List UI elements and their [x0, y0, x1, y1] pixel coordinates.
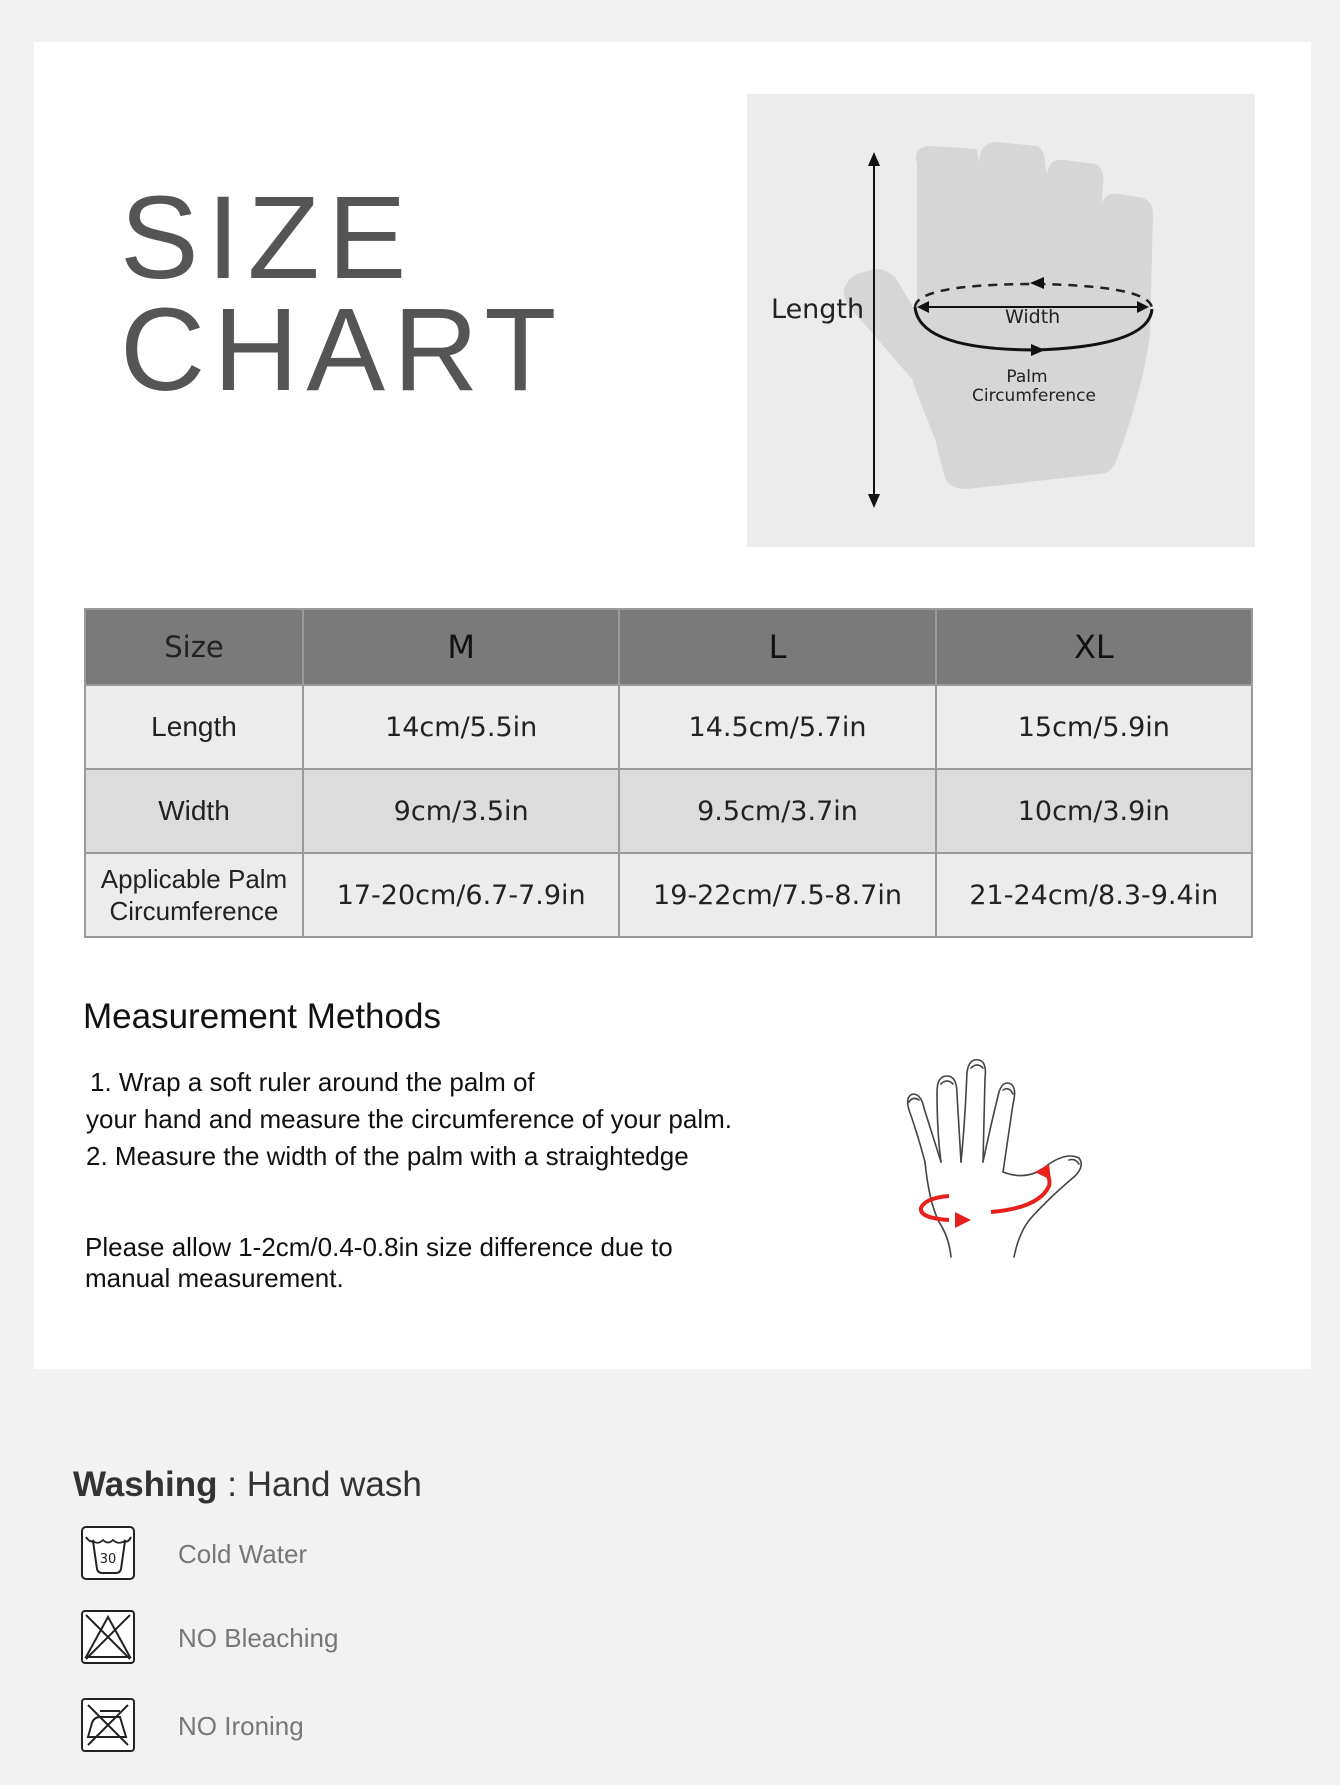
washing-separator: :: [227, 1465, 237, 1504]
red-arrow-left-icon: [955, 1212, 971, 1228]
glove-diagram: [747, 94, 1255, 547]
washing-value: Hand wash: [246, 1465, 422, 1504]
table-row: [85, 769, 1252, 853]
size-l-header-cell: L: [619, 609, 935, 685]
measurement-instructions: [86, 1064, 732, 1175]
no-iron-icon: [80, 1697, 136, 1753]
size-xl-header-cell: XL: [936, 609, 1252, 685]
red-arrow-right-icon: [1035, 1164, 1051, 1180]
row-label-line-2: Circumference: [109, 896, 279, 926]
title-line-1: SIZE: [120, 172, 415, 304]
length-arrow-bottom-icon: [868, 494, 880, 508]
size-chart-card: [34, 42, 1311, 1369]
table-cell: 10cm/3.9in: [936, 769, 1252, 853]
palm-label-line-2: Circumference: [972, 386, 1096, 406]
table-cell: 9cm/3.5in: [303, 769, 619, 853]
wash-item-no-ironing: [80, 1697, 480, 1757]
table-cell: 15cm/5.9in: [936, 685, 1252, 769]
table-row: [85, 685, 1252, 769]
wash-temp-text: 30: [99, 1552, 117, 1567]
measurement-note: Please allow 1-2cm/0.4-0.8in size difference due to manual measurement.: [85, 1232, 673, 1293]
table-row: [85, 853, 1252, 937]
instruction-line-2: your hand and measure the circumference of your palm.: [86, 1104, 733, 1134]
size-table: [84, 608, 1253, 938]
measurement-title: Measurement Methods: [83, 997, 441, 1036]
no-bleach-icon: [80, 1609, 136, 1665]
no-bleaching-label: NO Bleaching: [178, 1623, 339, 1653]
length-arrow-top-icon: [868, 152, 880, 166]
row-label-palm-circumference: [85, 853, 303, 937]
table-cell: 17-20cm/6.7-7.9in: [303, 853, 619, 937]
cold-water-label: Cold Water: [178, 1539, 308, 1569]
table-cell: 9.5cm/3.7in: [619, 769, 935, 853]
row-label-length: Length: [85, 685, 303, 769]
title-line-2: CHART: [120, 284, 565, 416]
wash-item-cold-water: [80, 1525, 480, 1585]
washing-label: Washing: [73, 1465, 218, 1504]
size-table-header-row: [85, 609, 1252, 685]
wash-30-icon: [80, 1525, 136, 1581]
red-measure-left-arc: [921, 1196, 949, 1220]
row-label-width: Width: [85, 769, 303, 853]
length-label: Length: [771, 294, 865, 325]
no-ironing-label: NO Ironing: [178, 1711, 304, 1741]
table-cell: 19-22cm/7.5-8.7in: [619, 853, 935, 937]
instruction-line-1: 1. Wrap a soft ruler around the palm of: [90, 1067, 535, 1097]
red-measure-right-arc: [991, 1174, 1050, 1212]
width-label: Width: [1005, 306, 1061, 328]
washing-title: [73, 1465, 422, 1505]
table-cell: 21-24cm/8.3-9.4in: [936, 853, 1252, 937]
glove-silhouette: [844, 142, 1153, 489]
row-label-line-1: Applicable Palm: [100, 864, 288, 894]
wash-item-no-bleaching: [80, 1609, 480, 1669]
size-m-header-cell: M: [303, 609, 619, 685]
instruction-line-3: 2. Measure the width of the palm with a straightedge: [86, 1141, 689, 1171]
table-cell: 14cm/5.5in: [303, 685, 619, 769]
table-cell: 14.5cm/5.7in: [619, 685, 935, 769]
size-header-cell: Size: [85, 609, 303, 685]
page-title: [120, 172, 565, 416]
hand-measure-icon: [879, 1032, 1129, 1262]
palm-label-line-1: Palm: [1006, 367, 1048, 387]
palm-circumference-label: [972, 367, 1096, 406]
